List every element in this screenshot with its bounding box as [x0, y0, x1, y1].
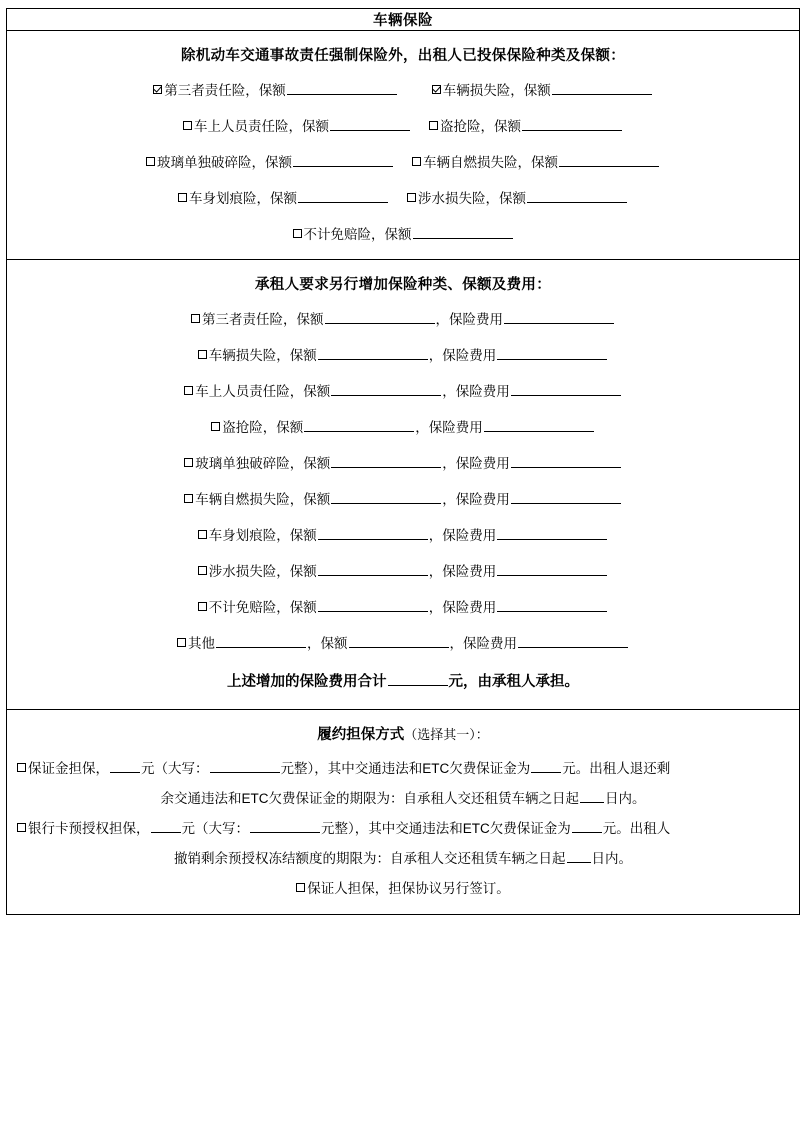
- fee-blank[interactable]: [484, 418, 594, 432]
- additional-row-scratch: [17, 524, 789, 544]
- amount-blank[interactable]: [552, 81, 652, 95]
- checkbox-icon[interactable]: [293, 229, 302, 238]
- amount-blank[interactable]: [318, 346, 428, 360]
- existing-insurance-heading: 除机动车交通事故责任强制保险外，出租人已投保保险种类及保额：: [181, 48, 625, 64]
- checkbox-label: 涉水损失险，保额: [418, 191, 526, 206]
- additional-row-self-ignition: [17, 488, 789, 508]
- fee-blank[interactable]: [511, 382, 621, 396]
- amount-blank[interactable]: [325, 310, 435, 324]
- guarantee-heading: [17, 723, 789, 744]
- fee-label: ，保险费用: [442, 456, 510, 471]
- checkbox-icon[interactable]: [211, 422, 220, 431]
- checkbox-label: 车上人员责任险: [195, 384, 290, 399]
- bankcard-text-1: 银行卡预授权担保，: [28, 821, 150, 836]
- bankcard-traffic-etc-blank[interactable]: [572, 819, 602, 833]
- checkbox-label: 第三者责任险，保额: [164, 83, 286, 98]
- guarantee-section: [7, 710, 799, 914]
- additional-insurance-heading: 承租人要求另行增加保险种类、保额及费用：: [255, 277, 551, 293]
- amount-label: ，保额: [276, 348, 317, 363]
- amount-label: ，保额: [289, 456, 331, 471]
- deposit-line2-b: 日内。: [605, 791, 646, 806]
- deposit-line-2: [17, 784, 789, 814]
- bankcard-text-4: 元。出租人: [602, 821, 671, 836]
- total-suffix: 元，由承租人承担。: [448, 674, 579, 690]
- checkbox-item-glass-breakage[interactable]: [184, 452, 622, 472]
- checkbox-icon[interactable]: [183, 121, 192, 130]
- checkbox-icon[interactable]: [184, 458, 193, 467]
- checkbox-icon[interactable]: [412, 157, 421, 166]
- fee-blank[interactable]: [518, 634, 628, 648]
- existing-row-2: [17, 115, 789, 135]
- fee-blank[interactable]: [504, 310, 614, 324]
- checkbox-icon[interactable]: [184, 386, 193, 395]
- fee-label: ，保险费用: [442, 492, 510, 507]
- total-prefix: 上述增加的保险费用合计: [227, 674, 387, 690]
- existing-row-4: [17, 187, 789, 207]
- amount-blank[interactable]: [304, 418, 414, 432]
- additional-row-water-damage: [17, 560, 789, 580]
- deposit-line2-a: 余交通违法和ETC欠费保证金的期限为：自承租人交还租赁车辆之日起: [160, 791, 579, 806]
- amount-blank[interactable]: [527, 189, 627, 203]
- bankcard-amount-words-blank[interactable]: [250, 819, 320, 833]
- checkbox-item-theft[interactable]: [429, 115, 623, 135]
- amount-blank[interactable]: [331, 490, 441, 504]
- amount-label: ，保额: [289, 492, 331, 507]
- checkbox-item-no-deductible[interactable]: [293, 223, 514, 243]
- checkbox-label: 车辆损失险: [208, 348, 277, 363]
- other-name-blank[interactable]: [216, 634, 306, 648]
- amount-blank[interactable]: [349, 634, 449, 648]
- amount-blank[interactable]: [522, 117, 622, 131]
- existing-insurance-section: [7, 31, 799, 259]
- checkbox-icon[interactable]: [198, 602, 207, 611]
- fee-blank[interactable]: [497, 346, 607, 360]
- amount-blank[interactable]: [298, 189, 388, 203]
- fee-blank[interactable]: [511, 454, 621, 468]
- existing-insurance-row: [7, 31, 800, 260]
- checkbox-item-passenger-liability[interactable]: [183, 115, 411, 135]
- checkbox-item-vehicle-damage[interactable]: [432, 79, 653, 99]
- deposit-amount-blank[interactable]: [110, 759, 140, 773]
- checkbox-item-third-party-liability[interactable]: [191, 308, 615, 328]
- checkbox-item-third-party-liability[interactable]: [153, 79, 398, 99]
- fee-blank[interactable]: [497, 598, 607, 612]
- amount-label: ，保额: [283, 312, 324, 327]
- amount-blank[interactable]: [318, 526, 428, 540]
- title-row: [7, 9, 800, 31]
- checkbox-label: 涉水损失险: [208, 564, 277, 579]
- fee-label: ，保险费用: [428, 600, 497, 615]
- checkbox-item-self-ignition[interactable]: [184, 488, 622, 508]
- bankcard-amount-blank[interactable]: [151, 819, 181, 833]
- amount-label: ，保额: [276, 564, 317, 579]
- amount-blank[interactable]: [331, 454, 441, 468]
- checkbox-item-other[interactable]: [177, 632, 629, 652]
- amount-label: ，保额: [276, 600, 317, 615]
- additional-insurance-row: [7, 260, 800, 710]
- deposit-traffic-etc-blank[interactable]: [531, 759, 561, 773]
- checkbox-item-self-ignition[interactable]: [412, 151, 660, 171]
- bankcard-text-2: 元（大写：: [181, 821, 249, 836]
- checkbox-label: 车身划痕险，保额: [189, 191, 297, 206]
- amount-blank[interactable]: [318, 598, 428, 612]
- checkbox-icon[interactable]: [17, 823, 26, 832]
- additional-row-other: [17, 632, 789, 652]
- checkbox-icon[interactable]: [184, 494, 193, 503]
- fee-label: ，保险费用: [428, 348, 497, 363]
- additional-total-row: [17, 670, 789, 691]
- checkbox-icon[interactable]: [296, 883, 305, 892]
- total-blank[interactable]: [388, 672, 448, 686]
- additional-row-vehicle-damage: [17, 344, 789, 364]
- checkbox-item-water-damage[interactable]: [407, 187, 628, 207]
- checkbox-label: 不计免赔险，保额: [303, 227, 412, 242]
- amount-blank[interactable]: [287, 81, 397, 95]
- checkbox-item-vehicle-damage[interactable]: [198, 344, 609, 364]
- bankcard-days-blank[interactable]: [567, 849, 591, 863]
- existing-row-5: [17, 223, 789, 243]
- checkbox-icon[interactable]: [191, 314, 200, 323]
- checkbox-icon[interactable]: [178, 193, 187, 202]
- checkbox-label: 玻璃单独破碎险: [195, 456, 290, 471]
- amount-blank[interactable]: [330, 117, 410, 131]
- checkbox-item-theft[interactable]: [211, 416, 595, 436]
- additional-row-third-party-liability: [17, 308, 789, 328]
- existing-row-3: [17, 151, 789, 171]
- amount-label: ，保额: [307, 636, 348, 651]
- deposit-days-blank[interactable]: [580, 789, 604, 803]
- fee-label: ，保险费用: [435, 312, 503, 327]
- deposit-text-4: 元。出租人退还剩: [562, 761, 671, 776]
- fee-blank[interactable]: [497, 562, 607, 576]
- checkbox-item-scratch[interactable]: [178, 187, 389, 207]
- amount-blank[interactable]: [413, 225, 513, 239]
- additional-row-glass-breakage: [17, 452, 789, 472]
- checkbox-item-glass-breakage[interactable]: [146, 151, 394, 171]
- additional-row-passenger-liability: [17, 380, 789, 400]
- vehicle-insurance-table: [6, 8, 800, 915]
- fee-blank[interactable]: [497, 526, 607, 540]
- checkbox-label: 车辆损失险，保额: [442, 83, 551, 98]
- fee-label: ，保险费用: [415, 420, 483, 435]
- guarantee-heading-text: 履约担保方式: [317, 727, 405, 743]
- checkbox-label: 车上人员责任险，保额: [194, 119, 329, 134]
- checkbox-label: 车身划痕险: [208, 528, 277, 543]
- fee-label: ，保险费用: [428, 564, 497, 579]
- fee-label: ，保险费用: [428, 528, 497, 543]
- document-title: 车辆保险: [7, 9, 800, 31]
- checkbox-icon[interactable]: [407, 193, 416, 202]
- bankcard-line2-b: 日内。: [591, 851, 632, 866]
- checkbox-icon[interactable]: [146, 157, 155, 166]
- additional-insurance-section: [7, 260, 799, 709]
- guarantee-option-bankcard[interactable]: [17, 814, 789, 874]
- checkbox-icon[interactable]: [429, 121, 438, 130]
- deposit-amount-words-blank[interactable]: [210, 759, 280, 773]
- amount-label: ，保额: [276, 528, 317, 543]
- checkbox-label: 第三者责任险: [202, 312, 283, 327]
- checkbox-icon[interactable]: [198, 566, 207, 575]
- amount-blank[interactable]: [318, 562, 428, 576]
- deposit-text-3: 元整），其中交通违法和ETC欠费保证金为: [280, 761, 531, 776]
- guarantee-option-deposit[interactable]: [17, 754, 789, 814]
- checkbox-icon[interactable]: [198, 350, 207, 359]
- checkbox-label: 车辆自燃损失险: [195, 492, 290, 507]
- deposit-text-2: 元（大写：: [141, 761, 209, 776]
- amount-label: ，保额: [262, 420, 304, 435]
- checkbox-label: 玻璃单独破碎险，保额: [157, 155, 292, 170]
- bankcard-text-3: 元整），其中交通违法和ETC欠费保证金为: [321, 821, 571, 836]
- guarantee-row: [7, 710, 800, 915]
- checkbox-icon[interactable]: [17, 763, 26, 772]
- checkbox-label: 不计免赔险: [208, 600, 277, 615]
- existing-row-1: [17, 79, 789, 99]
- amount-blank[interactable]: [559, 153, 659, 167]
- checkbox-item-no-deductible[interactable]: [198, 596, 609, 616]
- additional-row-theft: [17, 416, 789, 436]
- checkbox-icon[interactable]: [153, 85, 162, 94]
- checkbox-item-scratch[interactable]: [198, 524, 609, 544]
- amount-blank[interactable]: [331, 382, 441, 396]
- fee-label: ，保险费用: [442, 384, 510, 399]
- checkbox-label: 盗抢险: [222, 420, 263, 435]
- checkbox-item-passenger-liability[interactable]: [184, 380, 622, 400]
- checkbox-label: 盗抢险，保额: [440, 119, 521, 134]
- fee-blank[interactable]: [511, 490, 621, 504]
- fee-label: ，保险费用: [449, 636, 517, 651]
- amount-blank[interactable]: [293, 153, 393, 167]
- checkbox-label: 车辆自燃损失险，保额: [423, 155, 558, 170]
- guarantee-heading-note: （选择其一）：: [404, 727, 489, 742]
- amount-label: ，保额: [289, 384, 331, 399]
- guarantor-label: 保证人担保，担保协议另行签订。: [307, 881, 510, 896]
- deposit-text-1: 保证金担保，: [28, 761, 109, 776]
- checkbox-icon[interactable]: [177, 638, 186, 647]
- bankcard-line2-a: 撤销剩余预授权冻结额度的期限为：自承租人交还租赁车辆之日起: [174, 851, 566, 866]
- checkbox-item-water-damage[interactable]: [198, 560, 609, 580]
- guarantee-option-guarantor[interactable]: [17, 874, 789, 904]
- checkbox-icon[interactable]: [198, 530, 207, 539]
- checkbox-icon[interactable]: [432, 85, 441, 94]
- checkbox-label: 其他: [188, 636, 215, 651]
- additional-row-no-deductible: [17, 596, 789, 616]
- bankcard-line-2: [17, 844, 789, 874]
